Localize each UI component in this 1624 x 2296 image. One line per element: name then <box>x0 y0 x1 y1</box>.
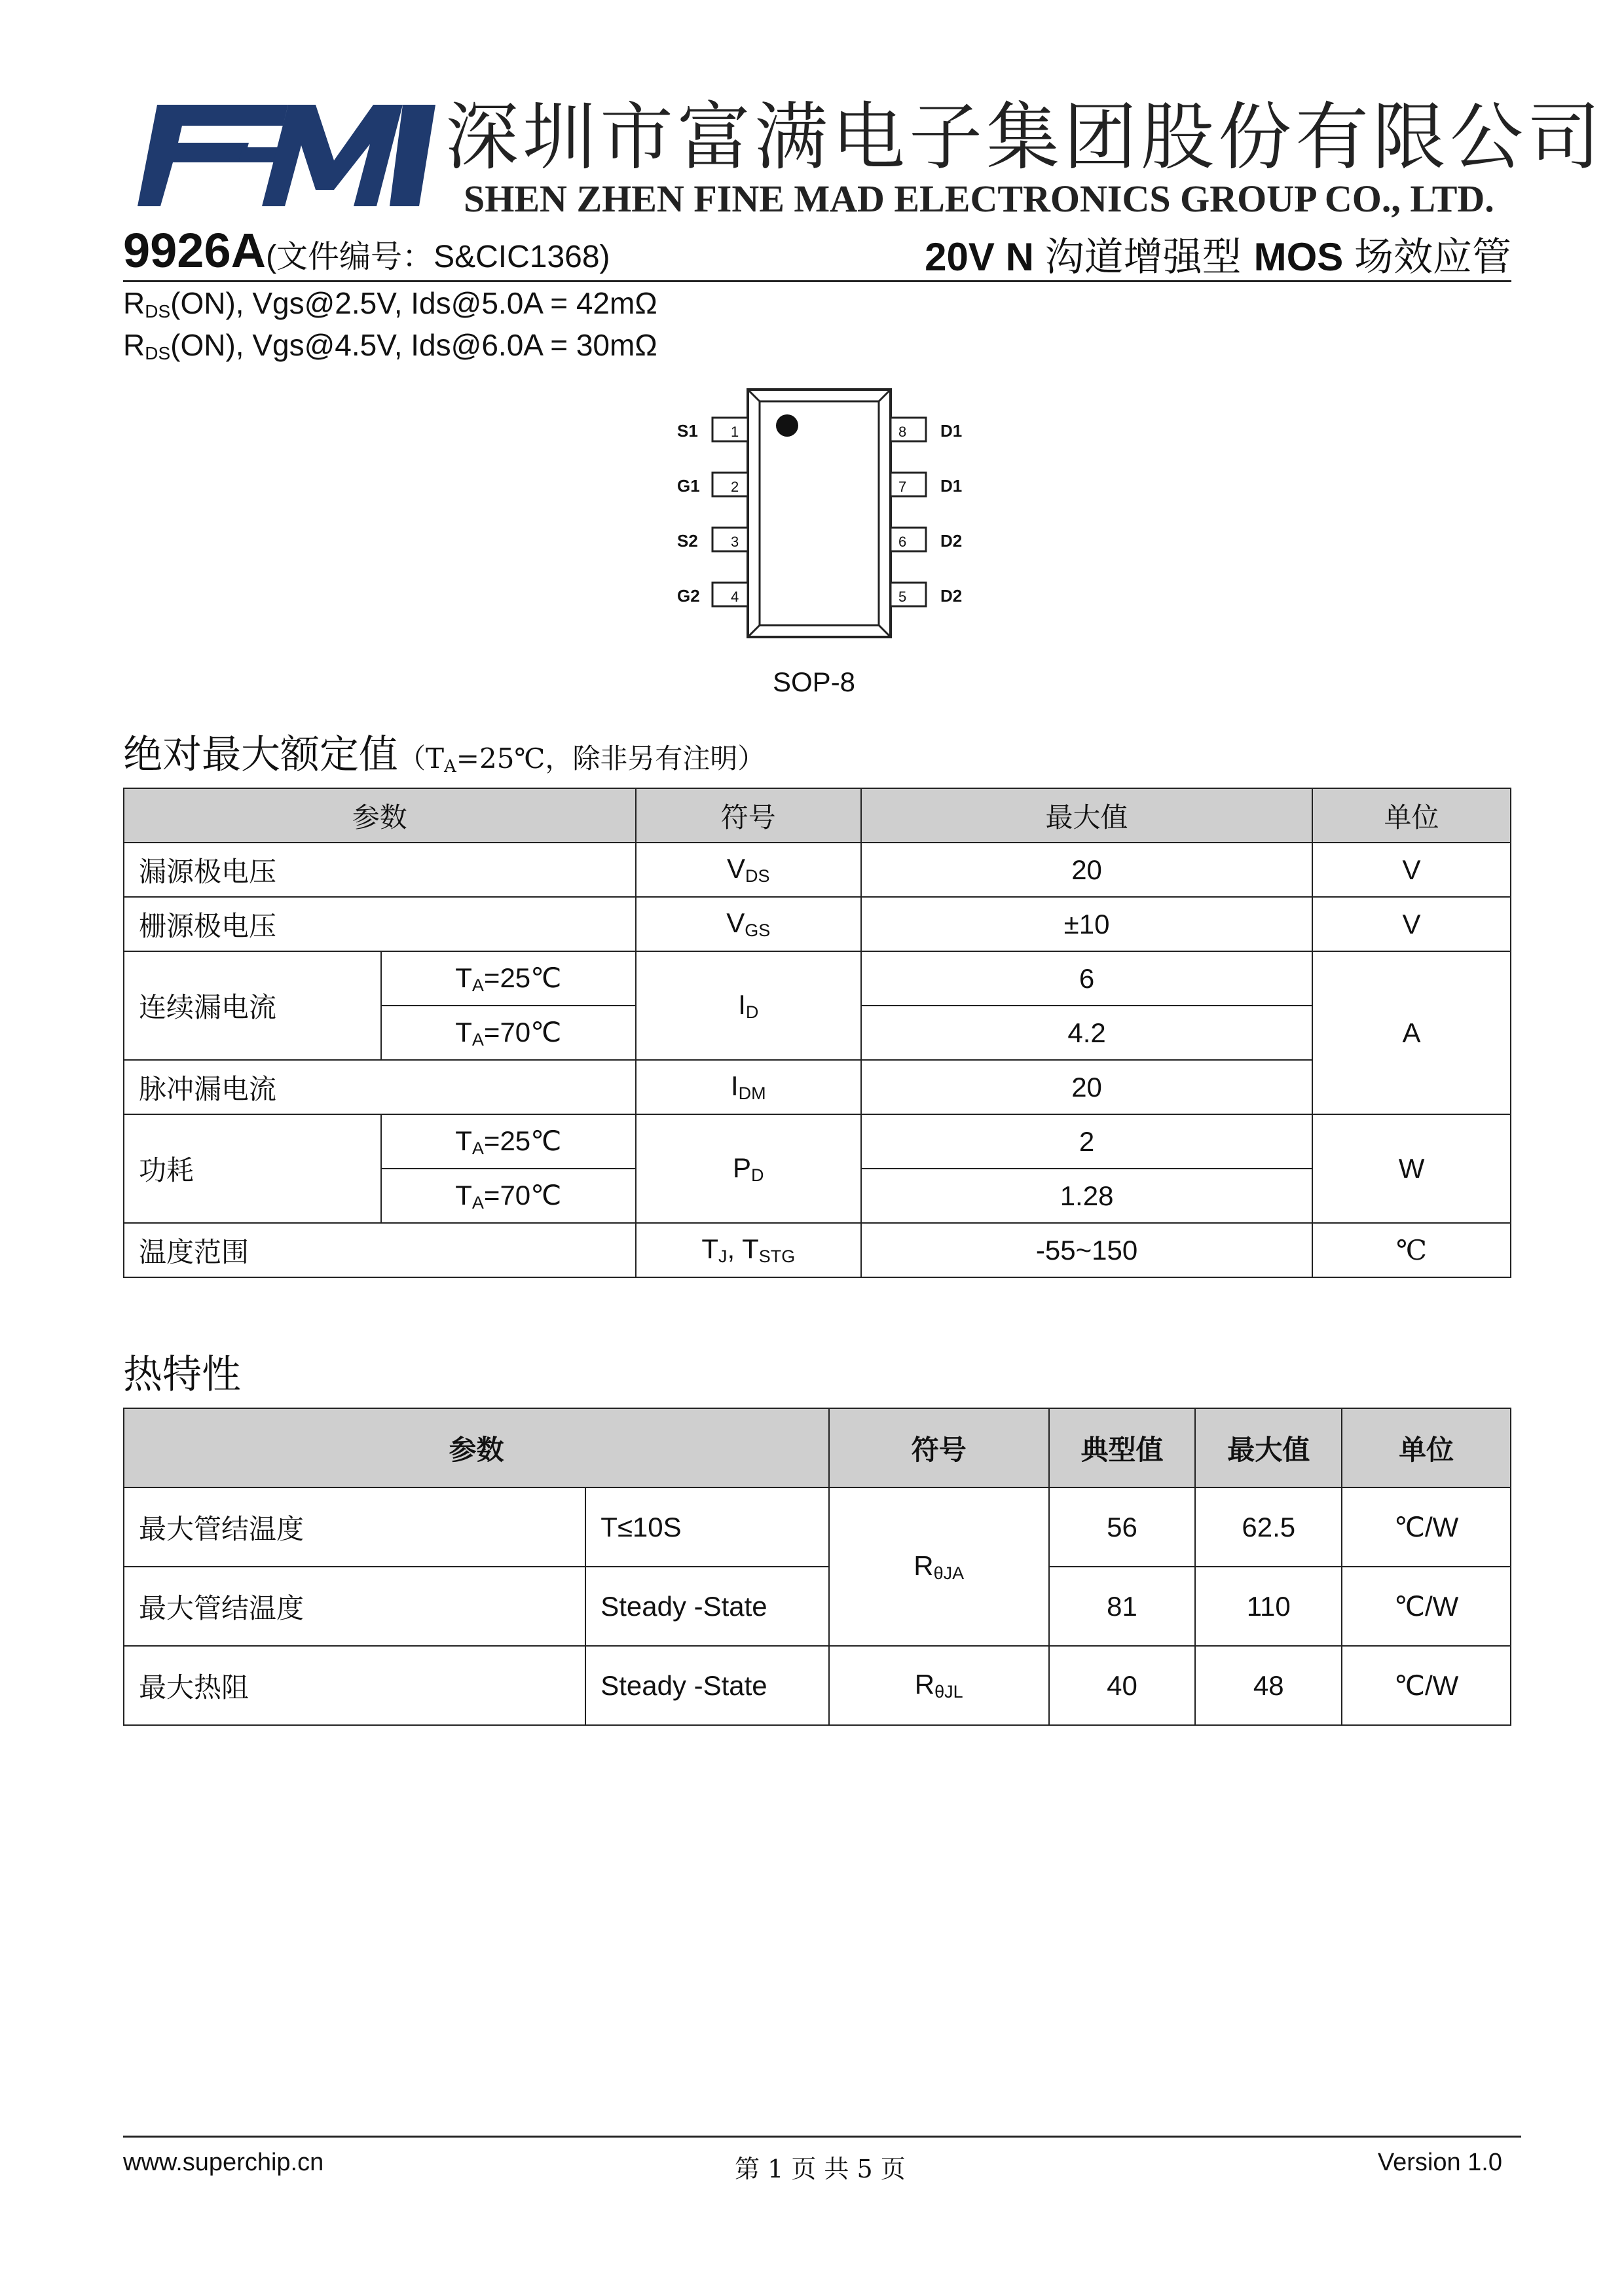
svg-text:D1: D1 <box>940 421 963 441</box>
footer-page-number: 第 1 页 共 5 页 <box>735 2155 906 2183</box>
table-row: 漏源极电压 $V_{DS}$ 20 V <box>124 843 1511 897</box>
svg-text:G2: G2 <box>677 586 700 606</box>
svg-text:6: 6 <box>898 534 907 550</box>
footer-divider <box>123 2136 1521 2138</box>
thermal-title: 热特性 <box>123 1352 241 1398</box>
col-param: 参数 <box>124 1408 829 1487</box>
table-row: 最大热阻 Steady -State $R_{\theta JL}$ 40 48 ℃/W <box>124 1646 1511 1725</box>
col-param: 参数 <box>124 788 636 843</box>
left-pin-1 <box>677 418 748 441</box>
table-row: 最大管结温度 T≤10S $R_{\theta JA}$ 56 62.5 ℃/W <box>124 1487 1511 1567</box>
pin1-dot <box>776 414 798 437</box>
table-row: 脉冲漏电流 $I_{DM}$ 20 <box>124 1060 1511 1114</box>
thermal-table <box>123 1408 1511 1726</box>
table-row: 连续漏电流 $T_A=25℃$ $I_D$ 6 A <box>124 951 1511 1006</box>
table-row: 最大管结温度 Steady -State 81 110 ℃/W <box>124 1567 1511 1646</box>
header-divider <box>123 280 1511 282</box>
col-symbol: 符号 <box>829 1408 1049 1487</box>
footer-version: Version 1.0 <box>1377 2149 1502 2176</box>
sop8-package-diagram <box>661 383 1002 658</box>
table-header-row <box>124 788 1511 843</box>
table-header-row <box>124 1408 1511 1487</box>
svg-text:1: 1 <box>731 424 739 440</box>
svg-text:7: 7 <box>898 479 907 495</box>
right-pin-7 <box>891 473 962 496</box>
table-row: 栅源极电压 $V_{GS}$ ±10 V <box>124 897 1511 951</box>
svg-text:D1: D1 <box>940 476 963 496</box>
device-type: 20V N 沟道增强型 MOS 场效应管 <box>925 234 1511 280</box>
package-body <box>748 390 891 637</box>
svg-text:D2: D2 <box>940 531 963 551</box>
part-title <box>123 223 610 278</box>
svg-text:G1: G1 <box>677 476 700 496</box>
spec-rdson-4v5: $R_{DS}(ON)$, Vgs@4.5V, Ids@6.0A = 30mΩ <box>123 328 657 363</box>
col-typ: 典型值 <box>1049 1408 1196 1487</box>
svg-text:S1: S1 <box>677 421 698 441</box>
spec-rdson-2v5: $R_{DS}(ON)$, Vgs@2.5V, Ids@5.0A = 42mΩ <box>123 286 657 321</box>
company-logo <box>138 98 439 210</box>
svg-text:4: 4 <box>731 589 739 605</box>
footer-website: www.superchip.cn <box>123 2149 324 2176</box>
svg-text:2: 2 <box>731 479 739 495</box>
col-max: 最大值 <box>1195 1408 1342 1487</box>
logo-fm-mark <box>138 105 435 206</box>
company-name-cn: 深圳市富满电子集团股份有限公司 <box>445 95 1604 180</box>
left-pin-4 <box>677 583 748 606</box>
svg-text:5: 5 <box>898 589 907 605</box>
col-unit: 单位 <box>1312 788 1511 843</box>
package-name: SOP-8 <box>773 666 856 697</box>
table-row: 温度范围 $T_J$, $T_{STG}$ -55~150 ℃ <box>124 1223 1511 1277</box>
table-row: 功耗 $T_A=25℃$ $P_D$ 2 W <box>124 1114 1511 1169</box>
left-pin-2 <box>677 473 748 496</box>
abs-max-title: 绝对最大额定值（$T_A=25℃$，除非另有注明） <box>123 732 766 778</box>
right-pin-8 <box>891 418 962 441</box>
svg-text:3: 3 <box>731 534 739 550</box>
company-name-en: SHEN ZHEN FINE MAD ELECTRONICS GROUP CO., LTD. <box>464 177 1494 220</box>
left-pin-3 <box>677 528 748 551</box>
document-number: (文件编号：S&CIC1368) <box>266 238 610 275</box>
col-max: 最大值 <box>861 788 1312 843</box>
abs-max-table <box>123 788 1511 1278</box>
part-number: 9926A <box>123 223 267 278</box>
table-row: $T_A=70℃$ 1.28 <box>124 1169 1511 1223</box>
right-pin-6 <box>891 528 962 551</box>
col-unit: 单位 <box>1342 1408 1511 1487</box>
svg-text:8: 8 <box>898 424 907 440</box>
col-symbol: 符号 <box>636 788 862 843</box>
svg-text:S2: S2 <box>677 531 698 551</box>
table-row: $T_A=70℃$ 4.2 <box>124 1006 1511 1060</box>
svg-text:D2: D2 <box>940 586 963 606</box>
right-pin-5 <box>891 583 962 606</box>
